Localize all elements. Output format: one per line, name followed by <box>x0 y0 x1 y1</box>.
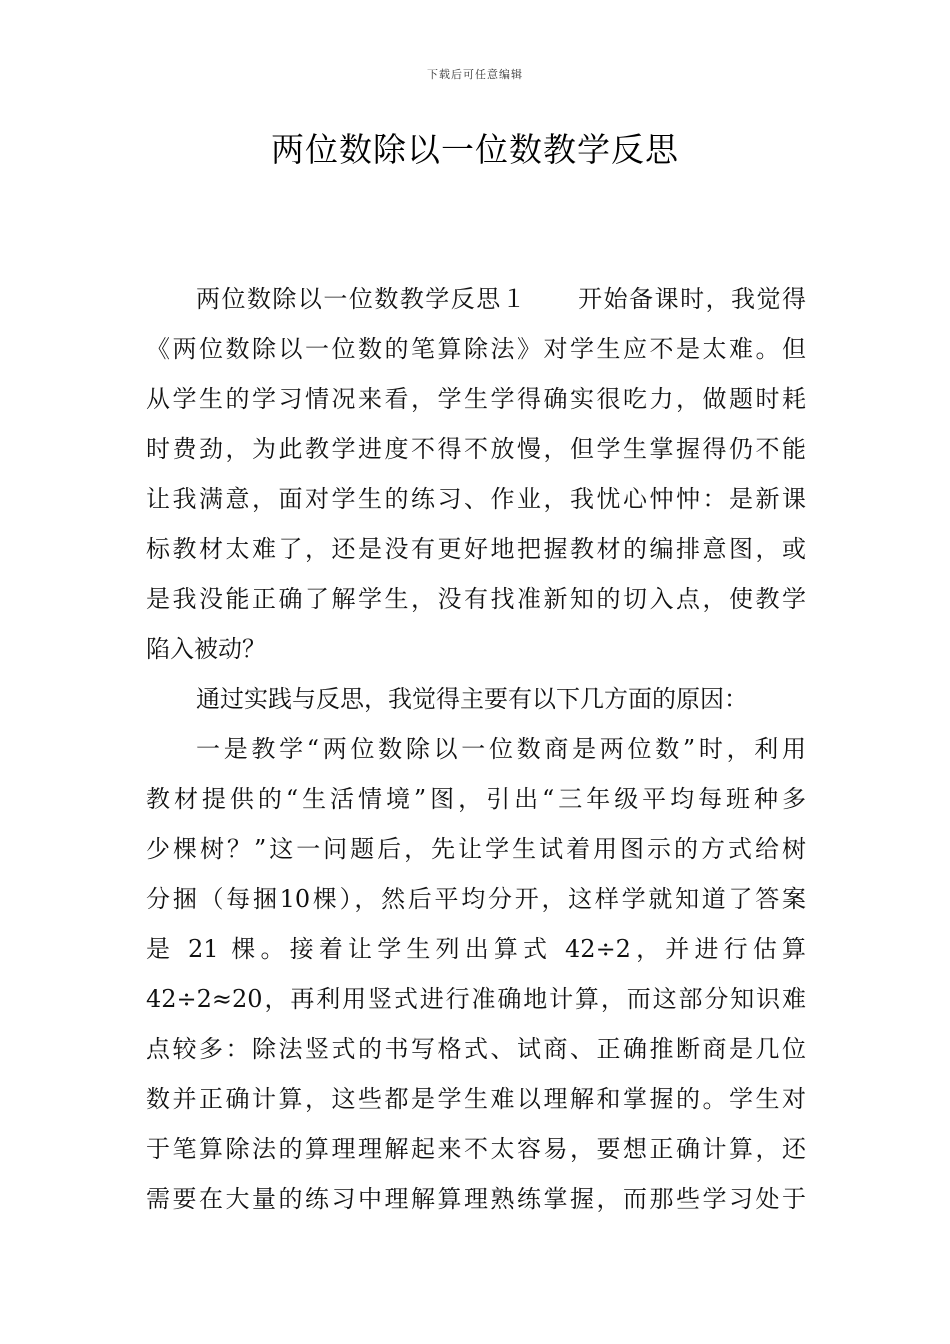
paragraph-line: 标教材太难了，还是没有更好地把握教材的编排意图，或 <box>146 535 806 563</box>
paragraph-line: 少棵树？”这一问题后，先让学生试着用图示的方式给树 <box>146 835 806 863</box>
paragraph-line: 是我没能正确了解学生，没有找准新知的切入点，使教学 <box>146 585 806 613</box>
paragraph-line: 分捆（每捆10棵），然后平均分开，这样学就知道了答案 <box>146 885 806 913</box>
paragraph-line: 教材提供的“生活情境”图，引出“三年级平均每班种多 <box>146 785 806 813</box>
header-note: 下载后可任意编辑 <box>427 68 523 81</box>
paragraph-line: 陷入被动？ <box>146 635 266 663</box>
paragraph-line: 从学生的学习情况来看，学生学得确实很吃力，做题时耗 <box>146 385 806 413</box>
paragraph-line: 于笔算除法的算理理解起来不太容易，要想正确计算，还 <box>146 1135 806 1163</box>
paragraph-line: 让我满意，面对学生的练习、作业，我忧心忡忡：是新课 <box>146 485 806 513</box>
paragraph-line: 通过实践与反思，我觉得主要有以下几方面的原因： <box>196 685 748 713</box>
paragraph-line: 点较多：除法竖式的书写格式、试商、正确推断商是几位 <box>146 1035 806 1063</box>
paragraph-1 <box>146 274 806 674</box>
document-body <box>146 274 806 1224</box>
paragraph-line: 42÷2≈20，再利用竖式进行准确地计算，而这部分知识难 <box>146 985 806 1013</box>
paragraph-2 <box>146 674 806 724</box>
paragraph-line: 一是教学“两位数除以一位数商是两位数”时，利用 <box>196 735 806 763</box>
paragraph-line: 需要在大量的练习中理解算理熟练掌握，而那些学习处于 <box>146 1185 806 1213</box>
paragraph-line: 时费劲，为此教学进度不得不放慢，但学生掌握得仍不能 <box>146 435 806 463</box>
paragraph-line: 数并正确计算，这些都是学生难以理解和掌握的。学生对 <box>146 1085 806 1113</box>
document-title: 两位数除以一位数教学反思 <box>271 130 679 169</box>
paragraph-3 <box>146 724 806 1224</box>
paragraph-line: 两位数除以一位数教学反思１ 开始备课时，我觉得 <box>196 285 806 313</box>
paragraph-line: 《两位数除以一位数的笔算除法》对学生应不是太难。但 <box>146 335 806 363</box>
paragraph-line: 是 21 棵。接着让学生列出算式 42÷2，并进行估算 <box>146 935 806 963</box>
